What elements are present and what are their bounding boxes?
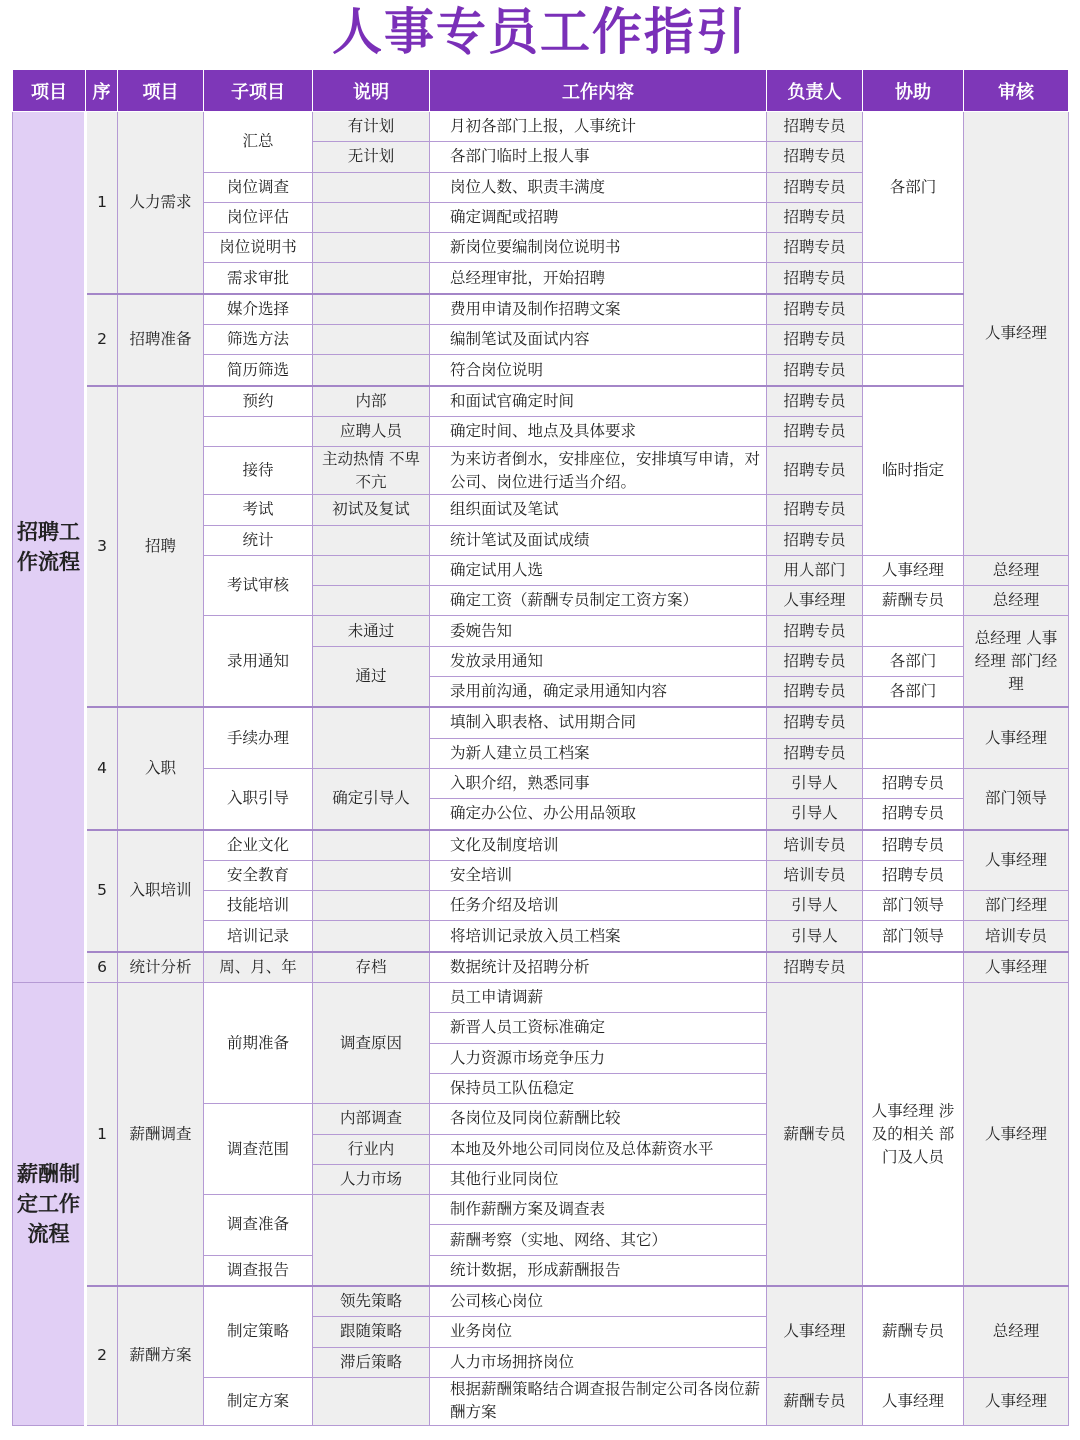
table-row — [13, 386, 1069, 417]
review-cell: 总经理 — [964, 555, 1069, 585]
owner-cell: 招聘专员 — [767, 707, 863, 738]
col-header-description: 说明 — [313, 70, 430, 112]
subitem-cell: 手续办理 — [204, 707, 313, 768]
item-cell: 招聘 — [118, 386, 204, 708]
col-header-subitem: 子项目 — [204, 70, 313, 112]
owner-cell: 引导人 — [767, 799, 863, 830]
description-cell: 调查原因 — [313, 983, 430, 1104]
table-body — [13, 112, 1069, 1426]
owner-cell: 招聘专员 — [767, 233, 863, 263]
assist-cell — [863, 355, 964, 386]
subitem-cell: 筛选方法 — [204, 325, 313, 355]
owner-cell: 招聘专员 — [767, 325, 863, 355]
work-content-cell: 业务岗位 — [430, 1317, 767, 1347]
seq-cell: 6 — [86, 952, 118, 983]
owner-cell: 招聘专员 — [767, 677, 863, 708]
item-cell: 薪酬调查 — [118, 983, 204, 1286]
owner-cell: 引导人 — [767, 768, 863, 798]
owner-cell: 招聘专员 — [767, 112, 863, 142]
table-row — [13, 983, 1069, 1013]
col-header-work-content: 工作内容 — [430, 70, 767, 112]
description-cell — [313, 202, 430, 232]
work-content-cell: 编制笔试及面试内容 — [430, 325, 767, 355]
work-content-cell: 录用前沟通，确定录用通知内容 — [430, 677, 767, 708]
description-cell — [313, 707, 430, 768]
owner-cell: 招聘专员 — [767, 202, 863, 232]
assist-cell: 各部门 — [863, 677, 964, 708]
description-cell: 初试及复试 — [313, 495, 430, 525]
description-cell: 滞后策略 — [313, 1347, 430, 1377]
assist-cell: 招聘专员 — [863, 860, 964, 890]
description-cell: 领先策略 — [313, 1286, 430, 1317]
owner-cell: 招聘专员 — [767, 495, 863, 525]
item-cell: 薪酬方案 — [118, 1286, 204, 1425]
subitem-cell: 岗位说明书 — [204, 233, 313, 263]
seq-cell: 4 — [86, 707, 118, 829]
assist-cell — [863, 952, 964, 983]
subitem-cell: 接待 — [204, 447, 313, 495]
description-cell — [313, 586, 430, 616]
table-row — [13, 952, 1069, 983]
subitem-cell: 企业文化 — [204, 830, 313, 861]
description-cell — [313, 921, 430, 952]
work-content-cell: 符合岗位说明 — [430, 355, 767, 386]
subitem-cell: 安全教育 — [204, 860, 313, 890]
owner-cell: 薪酬专员 — [767, 983, 863, 1286]
assist-cell — [863, 325, 964, 355]
table-row — [13, 830, 1069, 861]
work-content-cell: 委婉告知 — [430, 616, 767, 646]
description-cell: 人力市场 — [313, 1164, 430, 1194]
assist-cell: 招聘专员 — [863, 799, 964, 830]
subitem-cell: 调查范围 — [204, 1104, 313, 1195]
item-cell: 入职培训 — [118, 830, 204, 952]
description-cell: 有计划 — [313, 112, 430, 142]
work-content-cell: 确定试用人选 — [430, 555, 767, 585]
work-content-cell: 根据薪酬策略结合调查报告制定公司各岗位薪酬方案 — [430, 1377, 767, 1425]
assist-cell: 薪酬专员 — [863, 1286, 964, 1377]
description-cell — [313, 891, 430, 921]
description-cell — [313, 1195, 430, 1286]
work-content-cell: 人力市场拥挤岗位 — [430, 1347, 767, 1377]
work-content-cell: 新岗位要编制岗位说明书 — [430, 233, 767, 263]
seq-cell: 2 — [86, 294, 118, 386]
assist-cell — [863, 294, 964, 325]
description-cell: 内部调查 — [313, 1104, 430, 1134]
work-content-cell: 发放录用通知 — [430, 646, 767, 676]
owner-cell: 招聘专员 — [767, 355, 863, 386]
subitem-cell: 制定方案 — [204, 1377, 313, 1425]
subitem-cell: 考试 — [204, 495, 313, 525]
description-cell: 存档 — [313, 952, 430, 983]
col-header-item: 项目 — [118, 70, 204, 112]
review-cell: 人事经理 — [964, 952, 1069, 983]
owner-cell: 用人部门 — [767, 555, 863, 585]
work-content-cell: 员工申请调薪 — [430, 983, 767, 1013]
owner-cell: 招聘专员 — [767, 416, 863, 446]
description-cell — [313, 830, 430, 861]
seq-cell: 3 — [86, 386, 118, 708]
work-content-cell: 各部门临时上报人事 — [430, 142, 767, 172]
owner-cell: 招聘专员 — [767, 386, 863, 417]
description-cell — [313, 1377, 430, 1425]
work-guide-table — [12, 69, 1068, 1426]
assist-cell: 部门领导 — [863, 891, 964, 921]
work-content-cell: 各岗位及同岗位薪酬比较 — [430, 1104, 767, 1134]
description-cell — [313, 860, 430, 890]
work-content-cell: 任务介绍及培训 — [430, 891, 767, 921]
assist-cell — [863, 738, 964, 768]
review-cell: 总经理 人事经理 部门经理 — [964, 616, 1069, 707]
owner-cell: 招聘专员 — [767, 172, 863, 202]
item-cell: 人力需求 — [118, 112, 204, 294]
assist-cell: 临时指定 — [863, 386, 964, 556]
subitem-cell: 周、月、年 — [204, 952, 313, 983]
work-content-cell: 和面试官确定时间 — [430, 386, 767, 417]
work-content-cell: 人力资源市场竞争压力 — [430, 1043, 767, 1073]
table-row — [13, 1286, 1069, 1317]
description-cell — [313, 233, 430, 263]
work-content-cell: 为来访者倒水，安排座位，安排填写申请，对公司、岗位进行适当介绍。 — [430, 447, 767, 495]
review-cell: 人事经理 — [964, 983, 1069, 1286]
table-row — [13, 707, 1069, 738]
col-header-assist: 协助 — [863, 70, 964, 112]
assist-cell: 人事经理 — [863, 1377, 964, 1425]
owner-cell: 招聘专员 — [767, 263, 863, 294]
subitem-cell: 考试审核 — [204, 555, 313, 616]
work-content-cell: 制作薪酬方案及调查表 — [430, 1195, 767, 1225]
review-cell: 部门经理 — [964, 891, 1069, 921]
work-content-cell: 组织面试及笔试 — [430, 495, 767, 525]
work-content-cell: 将培训记录放入员工档案 — [430, 921, 767, 952]
col-header-seq: 序 — [86, 70, 118, 112]
subitem-cell — [204, 416, 313, 446]
work-content-cell: 填制入职表格、试用期合同 — [430, 707, 767, 738]
description-cell — [313, 325, 430, 355]
description-cell — [313, 355, 430, 386]
subitem-cell: 录用通知 — [204, 616, 313, 707]
subitem-cell: 岗位调查 — [204, 172, 313, 202]
owner-cell: 招聘专员 — [767, 952, 863, 983]
page-title: 人事专员工作指引 — [332, 3, 748, 61]
description-cell: 行业内 — [313, 1134, 430, 1164]
assist-cell: 各部门 — [863, 646, 964, 676]
owner-cell: 招聘专员 — [767, 294, 863, 325]
owner-cell: 人事经理 — [767, 586, 863, 616]
work-content-cell: 公司核心岗位 — [430, 1286, 767, 1317]
review-cell: 部门领导 — [964, 768, 1069, 829]
subitem-cell: 简历筛选 — [204, 355, 313, 386]
work-content-cell: 费用申请及制作招聘文案 — [430, 294, 767, 325]
assist-cell: 薪酬专员 — [863, 586, 964, 616]
work-content-cell: 确定调配或招聘 — [430, 202, 767, 232]
assist-cell: 人事经理 — [863, 555, 964, 585]
description-cell: 确定引导人 — [313, 768, 430, 829]
description-cell: 未通过 — [313, 616, 430, 646]
review-cell: 总经理 — [964, 1286, 1069, 1377]
work-content-cell: 入职介绍，熟悉同事 — [430, 768, 767, 798]
owner-cell: 招聘专员 — [767, 646, 863, 676]
subitem-cell: 调查报告 — [204, 1255, 313, 1286]
col-header-review: 审核 — [964, 70, 1069, 112]
assist-cell — [863, 707, 964, 738]
seq-cell: 1 — [86, 983, 118, 1286]
item-cell: 入职 — [118, 707, 204, 829]
review-cell: 人事经理 — [964, 707, 1069, 768]
description-cell — [313, 172, 430, 202]
assist-cell: 部门领导 — [863, 921, 964, 952]
owner-cell: 招聘专员 — [767, 525, 863, 555]
assist-cell: 各部门 — [863, 112, 964, 263]
review-cell: 总经理 — [964, 586, 1069, 616]
work-content-cell: 统计笔试及面试成绩 — [430, 525, 767, 555]
work-content-cell: 总经理审批，开始招聘 — [430, 263, 767, 294]
subitem-cell: 统计 — [204, 525, 313, 555]
subitem-cell: 预约 — [204, 386, 313, 417]
table-row — [13, 112, 1069, 142]
subitem-cell: 培训记录 — [204, 921, 313, 952]
description-cell: 跟随策略 — [313, 1317, 430, 1347]
work-content-cell: 新晋人员工资标准确定 — [430, 1013, 767, 1043]
owner-cell: 招聘专员 — [767, 738, 863, 768]
assist-cell — [863, 263, 964, 294]
item-cell: 统计分析 — [118, 952, 204, 983]
description-cell — [313, 555, 430, 585]
work-content-cell: 岗位人数、职责丰满度 — [430, 172, 767, 202]
assist-cell: 人事经理 涉及的相关 部门及人员 — [863, 983, 964, 1286]
work-content-cell: 确定时间、地点及具体要求 — [430, 416, 767, 446]
description-cell: 通过 — [313, 646, 430, 707]
col-header-category: 项目 — [13, 70, 86, 112]
assist-cell: 招聘专员 — [863, 768, 964, 798]
subitem-cell: 媒介选择 — [204, 294, 313, 325]
description-cell: 内部 — [313, 386, 430, 417]
owner-cell: 人事经理 — [767, 1286, 863, 1377]
description-cell: 应聘人员 — [313, 416, 430, 446]
subitem-cell: 需求审批 — [204, 263, 313, 294]
review-cell: 人事经理 — [964, 830, 1069, 891]
assist-cell: 招聘专员 — [863, 830, 964, 861]
seq-cell: 5 — [86, 830, 118, 952]
work-content-cell: 文化及制度培训 — [430, 830, 767, 861]
description-cell: 无计划 — [313, 142, 430, 172]
description-cell: 主动热情 不卑不亢 — [313, 447, 430, 495]
subitem-cell: 入职引导 — [204, 768, 313, 829]
item-cell: 招聘准备 — [118, 294, 204, 386]
assist-cell — [863, 616, 964, 646]
review-cell: 人事经理 — [964, 1377, 1069, 1425]
subitem-cell: 技能培训 — [204, 891, 313, 921]
work-content-cell: 月初各部门上报，人事统计 — [430, 112, 767, 142]
work-content-cell: 数据统计及招聘分析 — [430, 952, 767, 983]
table-row — [13, 294, 1069, 325]
work-content-cell: 为新人建立员工档案 — [430, 738, 767, 768]
subitem-cell: 汇总 — [204, 112, 313, 173]
category-cell: 薪酬制定工作流程 — [13, 983, 86, 1426]
owner-cell: 引导人 — [767, 891, 863, 921]
owner-cell: 薪酬专员 — [767, 1377, 863, 1425]
description-cell — [313, 525, 430, 555]
owner-cell: 引导人 — [767, 921, 863, 952]
owner-cell: 培训专员 — [767, 860, 863, 890]
subitem-cell: 岗位评估 — [204, 202, 313, 232]
owner-cell: 招聘专员 — [767, 447, 863, 495]
description-cell — [313, 263, 430, 294]
col-header-owner: 负责人 — [767, 70, 863, 112]
work-content-cell: 确定工资（薪酬专员制定工资方案） — [430, 586, 767, 616]
subitem-cell: 调查准备 — [204, 1195, 313, 1256]
work-content-cell: 保持员工队伍稳定 — [430, 1073, 767, 1103]
work-content-cell: 薪酬考察（实地、网络、其它） — [430, 1225, 767, 1255]
subitem-cell: 制定策略 — [204, 1286, 313, 1377]
owner-cell: 招聘专员 — [767, 616, 863, 646]
owner-cell: 培训专员 — [767, 830, 863, 861]
work-content-cell: 其他行业同岗位 — [430, 1164, 767, 1194]
subitem-cell: 前期准备 — [204, 983, 313, 1104]
header-row — [13, 70, 1069, 112]
review-cell: 培训专员 — [964, 921, 1069, 952]
description-cell — [313, 294, 430, 325]
seq-cell: 1 — [86, 112, 118, 294]
work-content-cell: 安全培训 — [430, 860, 767, 890]
category-cell: 招聘工作流程 — [13, 112, 86, 983]
seq-cell: 2 — [86, 1286, 118, 1425]
work-content-cell: 本地及外地公司同岗位及总体薪资水平 — [430, 1134, 767, 1164]
review-cell: 人事经理 — [964, 112, 1069, 556]
work-content-cell: 确定办公位、办公用品领取 — [430, 799, 767, 830]
work-content-cell: 统计数据，形成薪酬报告 — [430, 1255, 767, 1286]
owner-cell: 招聘专员 — [767, 142, 863, 172]
